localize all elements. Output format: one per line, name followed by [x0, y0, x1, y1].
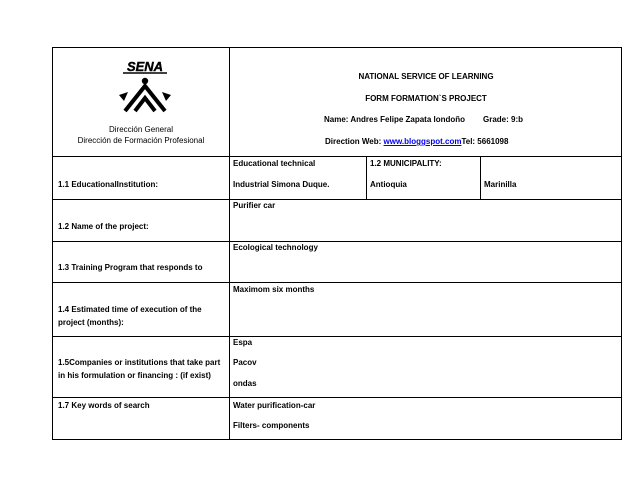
sena-logo — [115, 59, 175, 114]
institution-label: 1.1 EducationalInstitution: — [58, 180, 159, 189]
sena-logo-text: SENA — [126, 59, 164, 74]
companies-label-1: 1.5Companies or institutions that take part — [58, 358, 221, 367]
tel-text: Tel: 5661098 — [461, 137, 509, 146]
web-label: Direction Web: — [325, 137, 384, 146]
org-line-1: Dirección General — [108, 125, 174, 134]
row-line-time — [53, 336, 622, 337]
row-line-header — [53, 156, 622, 157]
municipality-divider-1 — [366, 156, 367, 199]
project-form — [52, 47, 622, 440]
row-line-institution — [53, 199, 622, 200]
training-label: 1.3 Training Program that responds to — [58, 263, 203, 272]
web-line — [325, 137, 508, 147]
web-link[interactable]: www.bloggspot.com — [383, 137, 462, 146]
form-title: NATIONAL SERVICE OF LEARNING — [358, 72, 494, 81]
company-3: ondas — [233, 379, 257, 388]
student-grade: Grade: 9:b — [483, 115, 524, 124]
municipality-label: 1.2 MUNICIPALITY: — [370, 159, 442, 168]
municipality-value: Marinilla — [484, 180, 517, 189]
company-2: Pacov — [233, 358, 257, 367]
department-value: Antioquia — [370, 180, 407, 189]
keyword-1: Water purification-car — [233, 401, 316, 410]
project-name-value: Purifier car — [233, 201, 276, 210]
form-subtitle: FORM FORMATION`S PROJECT — [365, 94, 487, 103]
org-line-2: Dirección de Formación Profesional — [77, 136, 205, 145]
municipality-divider-2 — [480, 156, 481, 199]
time-label-1: 1.4 Estimated time of execution of the — [58, 305, 202, 314]
keyword-2: Filters- components — [233, 421, 310, 430]
student-name: Name: Andres Felipe Zapata londoño — [324, 115, 466, 124]
institution-value-2: Industrial Simona Duque. — [233, 180, 330, 189]
row-line-training — [53, 282, 622, 283]
companies-label-2: in his formulation or financing : (if exist) — [58, 371, 211, 380]
row-line-companies — [53, 397, 622, 398]
row-line-name — [53, 241, 622, 242]
training-value: Ecological technology — [233, 243, 318, 252]
time-label-2: project (months): — [58, 318, 124, 327]
time-value: Maximom six months — [233, 285, 315, 294]
project-name-label: 1.2 Name of the project: — [58, 222, 149, 231]
institution-value-1: Educational technical — [233, 159, 316, 168]
company-1: Espa — [233, 338, 253, 347]
keywords-label: 1.7 Key words of search — [58, 401, 150, 410]
column-divider — [229, 48, 230, 440]
